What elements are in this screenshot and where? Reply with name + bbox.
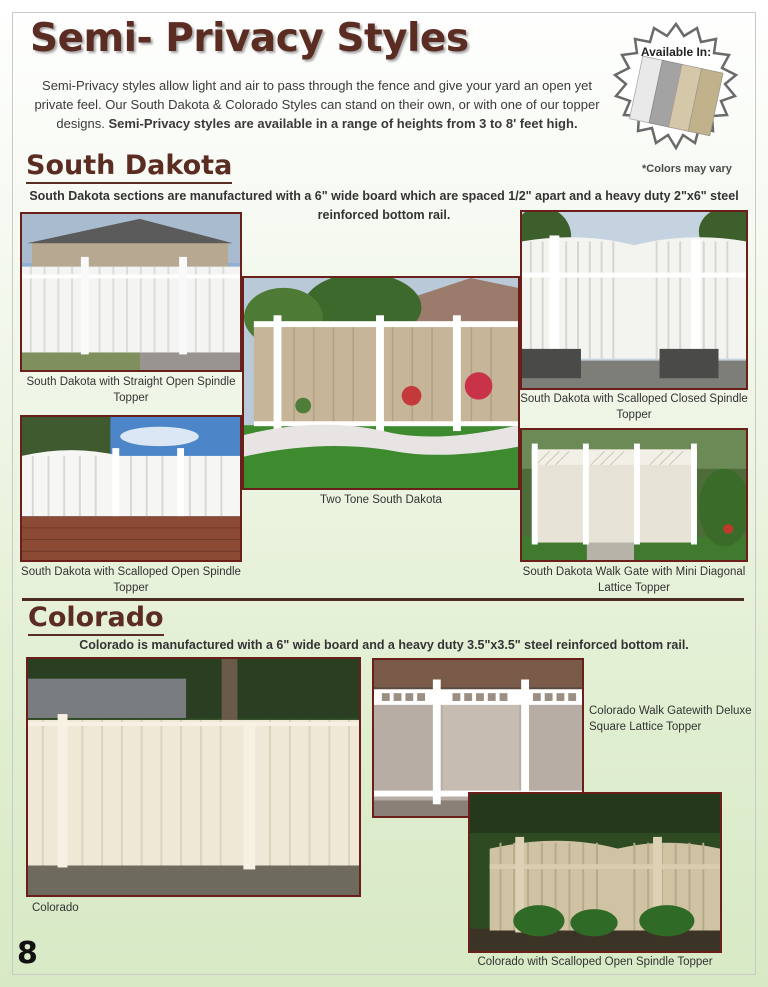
south-dakota-description: South Dakota sections are manufactured with a 6" wide board which are spaced 1/2" apart and a heavy duty 2"x6" steel reinforced bottom rail. [29, 189, 739, 222]
photo-south-dakota-walk-gate [520, 428, 748, 562]
caption-colorado-walk-gate: Colorado Walk Gatewith Deluxe Square Lattice Topper [589, 705, 752, 733]
caption-two-tone-south-dakota: Two Tone South Dakota [320, 494, 442, 506]
caption-south-dakota-scalloped-open: South Dakota with Scalloped Open Spindle Topper [21, 566, 241, 594]
caption-colorado-scalloped: Colorado with Scalloped Open Spindle Topper [477, 956, 713, 968]
south-dakota-heading: South Dakota [26, 150, 233, 181]
colorado-description: Colorado is manufactured with a 6" wide board and a heavy duty 3.5"x3.5" steel reinforced bottom rail. [79, 638, 689, 652]
caption-south-dakota-scalloped-closed: South Dakota with Scalloped Closed Spindle Topper [520, 393, 748, 421]
colors-may-vary-note: *Colors may vary [642, 163, 732, 175]
photo-south-dakota-scalloped-open-spindle [20, 415, 242, 562]
page-title: Semi- Privacy Styles [30, 16, 469, 61]
photo-south-dakota-scalloped-closed-spindle [520, 210, 748, 390]
page-number: 8 [17, 936, 38, 971]
photo-two-tone-south-dakota [242, 276, 520, 490]
caption-colorado: Colorado [32, 902, 79, 914]
intro-bold-text: Semi-Privacy styles are available in a range of heights from 3 to 8' feet high. [108, 116, 578, 131]
available-colors-badge [606, 22, 746, 162]
section-divider [22, 598, 744, 601]
available-in-label: Available In: [640, 45, 712, 59]
colorado-heading: Colorado [28, 602, 164, 633]
intro-paragraph [22, 76, 612, 133]
photo-colorado [26, 657, 361, 897]
photo-south-dakota-straight-open-spindle [20, 212, 242, 372]
caption-south-dakota-straight-open: South Dakota with Straight Open Spindle Topper [26, 376, 236, 404]
intro-text: Semi-Privacy styles allow light and air to pass through the fence and give your yard an open yet private feel. Our South Dakota & Colorado Styles can stand on their own, or with one of our topper designs. [34, 78, 600, 131]
caption-south-dakota-walk-gate: South Dakota Walk Gate with Mini Diagonal Lattice Topper [522, 566, 746, 594]
photo-colorado-scalloped-open-spindle [468, 792, 722, 953]
